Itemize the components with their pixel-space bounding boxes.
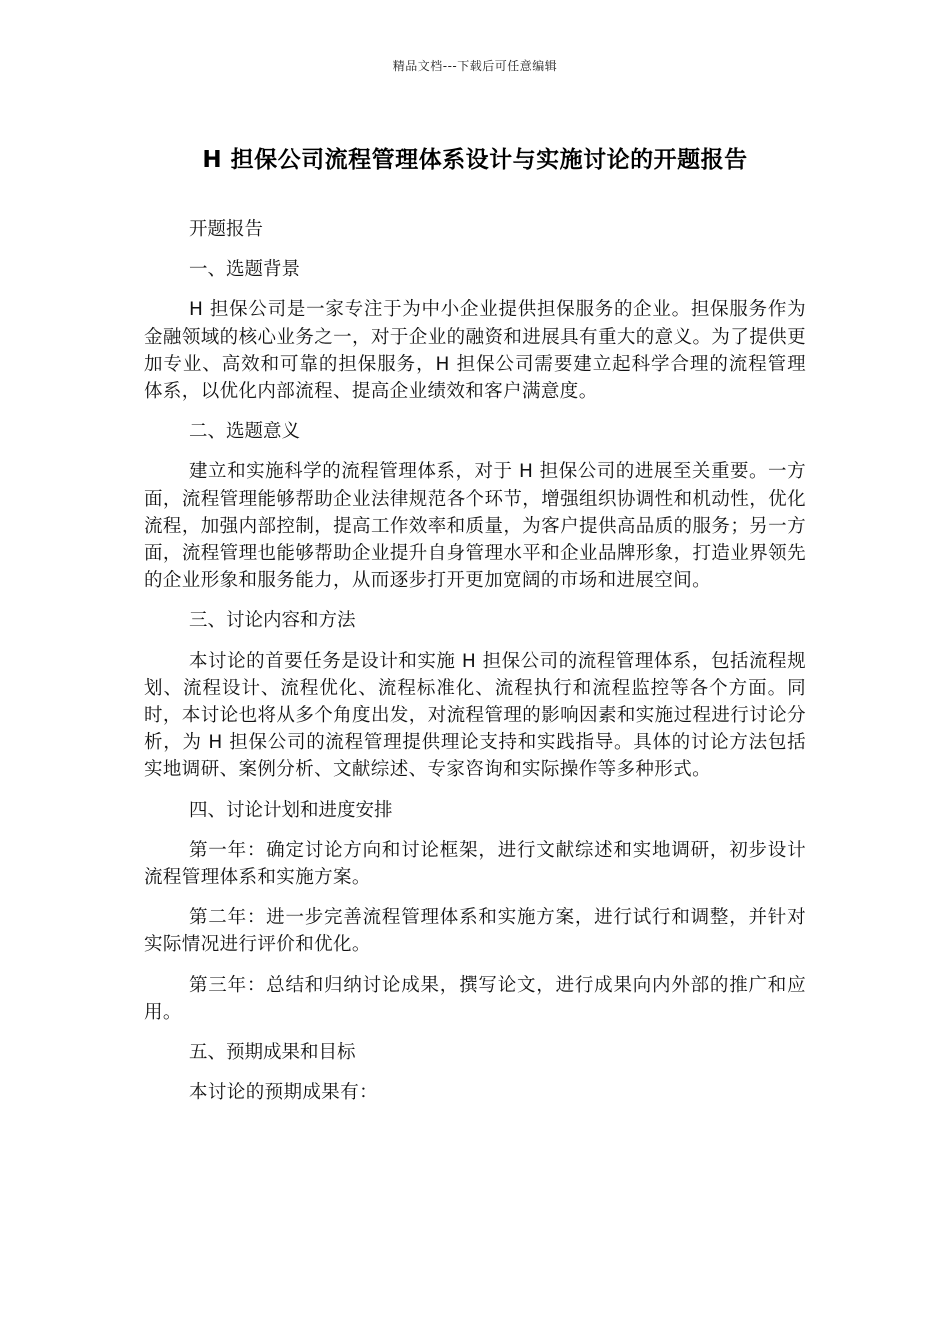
- section-heading-background: 一、选题背景: [189, 259, 301, 281]
- paragraph-significance: 建立和实施科学的流程管理体系，对于 H 担保公司的进展至关重要。一方面，流程管理能够帮助企业法律规范各个环节，增强组织协调性和机动性，优化流程，加强内部控制，提高工作效率和质量，为客户提供高品质的服务；另一方面，流程管理也能够帮助企业提升自身管理水平和企业品牌形象，打造业界领先的企业形象和服务能力，从而逐步打开更加宽阔的市场和进展空间。: [144, 461, 806, 592]
- document-title: H 担保公司流程管理体系设计与实施讨论的开题报告: [202, 147, 748, 173]
- intro-label: 开题报告: [189, 219, 264, 240]
- paragraph-schedule-year1: 第一年：确定讨论方向和讨论框架，进行文献综述和实地调研，初步设计流程管理体系和实施方案。: [144, 839, 806, 889]
- section-heading-outcomes: 五、预期成果和目标: [189, 1042, 356, 1064]
- paragraph-background: H 担保公司是一家专注于为中小企业提供担保服务的企业。担保服务作为金融领域的核心业务之一，对于企业的融资和进展具有重大的意义。为了提供更加专业、高效和可靠的担保服务，H 担保公司需要建立起科学合理的流程管理体系，以优化内部流程、提高企业绩效和客户满意度。: [144, 299, 806, 403]
- paragraph-schedule-year3: 第三年：总结和归纳讨论成果，撰写论文，进行成果向内外部的推广和应用。: [144, 974, 806, 1023]
- paragraph-schedule-year2: 第二年：进一步完善流程管理体系和实施方案，进行试行和调整，并针对实际情况进行评价和优化。: [144, 907, 806, 956]
- paragraph-outcomes-intro: 本讨论的预期成果有：: [189, 1082, 379, 1104]
- section-heading-schedule: 四、讨论计划和进度安排: [189, 799, 393, 821]
- section-heading-significance: 二、选题意义: [189, 421, 301, 443]
- section-heading-content-method: 三、讨论内容和方法: [189, 610, 356, 632]
- page-header-watermark: 精品文档---下载后可任意编辑: [392, 59, 558, 73]
- document-body: [144, 216, 806, 1119]
- paragraph-content-method: 本讨论的首要任务是设计和实施 H 担保公司的流程管理体系，包括流程规划、流程设计、流程优化、流程标准化、流程执行和流程监控等各个方面。同时，本讨论也将从多个角度出发，对流程管理的影响因素和实施过程进行讨论分析，为 H 担保公司的流程管理提供理论支持和实践指导。具体的讨论方法包括实地调研、案例分析、文献综述、专家咨询和实际操作等多种形式。: [144, 650, 806, 781]
